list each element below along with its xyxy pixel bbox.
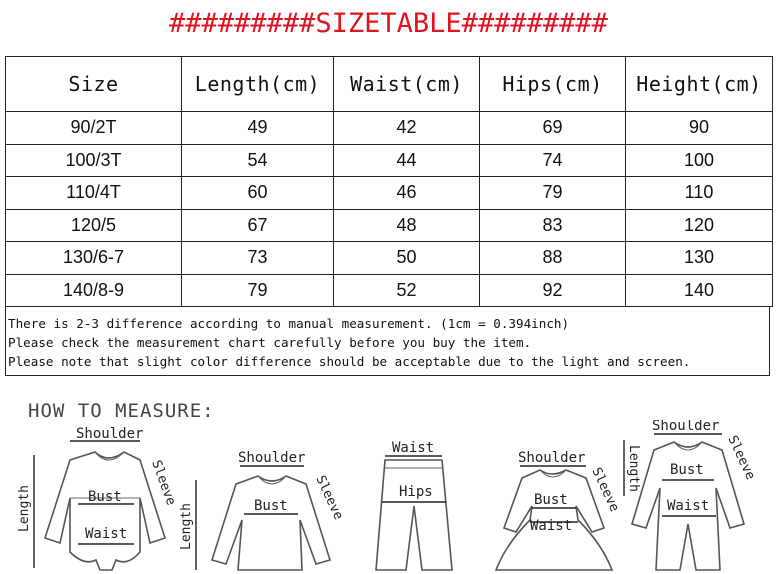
- table-row: [6, 144, 773, 177]
- how-to-measure-heading: HOW TO MEASURE:: [28, 400, 215, 422]
- bodysuit-sleeve-label: Sleeve: [148, 458, 179, 508]
- shirt-diagram: [179, 450, 346, 570]
- header-length: Length(cm): [182, 57, 334, 112]
- romper-shoulder-label: Shoulder: [652, 420, 720, 434]
- bodysuit-shoulder-label: Shoulder: [76, 426, 144, 442]
- table-row: [6, 112, 773, 145]
- table-row: [6, 177, 773, 210]
- romper-bust-label: Bust: [670, 462, 704, 478]
- cell-size: 100/3T: [6, 144, 182, 177]
- table-row: [6, 242, 773, 275]
- dress-bust-label: Bust: [534, 492, 568, 508]
- cell-size: 140/8-9: [6, 274, 182, 307]
- cell-height: 130: [626, 242, 773, 275]
- cell-length: 60: [182, 177, 334, 210]
- table-row: [6, 209, 773, 242]
- header-hips: Hips(cm): [480, 57, 626, 112]
- cell-waist: 52: [334, 274, 480, 307]
- dress-length-label: Length: [626, 445, 641, 492]
- cell-size: 90/2T: [6, 112, 182, 145]
- cell-height: 110: [626, 177, 773, 210]
- dress-shoulder-label: Shoulder: [518, 450, 586, 466]
- cell-height: 100: [626, 144, 773, 177]
- cell-hips: 79: [480, 177, 626, 210]
- note-line: There is 2-3 difference according to manual measurement. (1cm = 0.394inch): [8, 316, 570, 331]
- cell-length: 49: [182, 112, 334, 145]
- shirt-bust-label: Bust: [254, 498, 288, 514]
- romper-waist-label: Waist: [667, 498, 710, 514]
- bodysuit-bust-label: Bust: [88, 489, 122, 505]
- cell-height: 120: [626, 209, 773, 242]
- cell-waist: 50: [334, 242, 480, 275]
- cell-length: 79: [182, 274, 334, 307]
- pants-diagram: [376, 440, 452, 570]
- cell-waist: 48: [334, 209, 480, 242]
- header-waist: Waist(cm): [334, 57, 480, 112]
- cell-length: 54: [182, 144, 334, 177]
- cell-hips: 74: [480, 144, 626, 177]
- cell-length: 67: [182, 209, 334, 242]
- table-row: [6, 274, 773, 307]
- shirt-sleeve-label: Sleeve: [312, 473, 346, 523]
- romper-sleeve-label: Sleeve: [724, 433, 758, 483]
- bodysuit-waist-label: Waist: [85, 526, 128, 542]
- size-table-title: #########SIZETABLE#########: [169, 8, 608, 39]
- cell-hips: 83: [480, 209, 626, 242]
- pants-hips-label: Hips: [399, 484, 433, 500]
- measurement-diagrams: [0, 420, 777, 574]
- table-header-row: [6, 57, 773, 112]
- measurement-notes: [5, 307, 770, 376]
- romper-diagram: [632, 420, 758, 570]
- pants-waist-label: Waist: [392, 440, 435, 456]
- cell-size: 120/5: [6, 209, 182, 242]
- cell-length: 73: [182, 242, 334, 275]
- cell-hips: 69: [480, 112, 626, 145]
- cell-hips: 92: [480, 274, 626, 307]
- bodysuit-diagram: [17, 426, 178, 570]
- cell-waist: 46: [334, 177, 480, 210]
- header-height: Height(cm): [626, 57, 773, 112]
- shirt-length-label: Length: [179, 503, 194, 550]
- cell-waist: 44: [334, 144, 480, 177]
- header-size: Size: [6, 57, 182, 112]
- note-line: Please note that slight color difference should be acceptable due to the light and screen.: [8, 354, 691, 369]
- cell-size: 110/4T: [6, 177, 182, 210]
- cell-size: 130/6-7: [6, 242, 182, 275]
- shirt-shoulder-label: Shoulder: [238, 450, 306, 466]
- cell-waist: 42: [334, 112, 480, 145]
- dress-waist-label: Waist: [530, 518, 573, 534]
- cell-hips: 88: [480, 242, 626, 275]
- cell-height: 90: [626, 112, 773, 145]
- size-table: [5, 56, 773, 307]
- dress-diagram: [496, 440, 641, 570]
- cell-height: 140: [626, 274, 773, 307]
- note-line: Please check the measurement chart carefully before you buy the item.: [8, 335, 532, 350]
- dress-sleeve-label: Sleeve: [588, 465, 622, 515]
- bodysuit-length-label: Length: [17, 485, 32, 532]
